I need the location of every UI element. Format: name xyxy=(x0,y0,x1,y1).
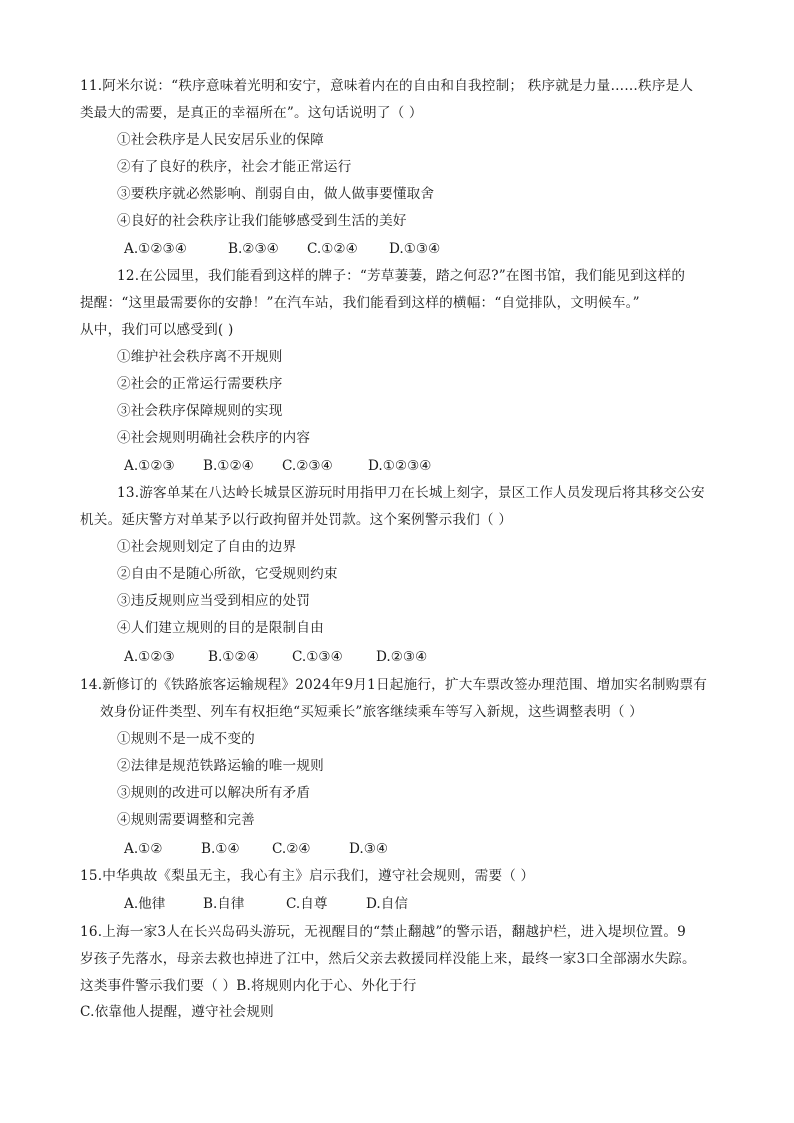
question-12-statement-3: ③社会秩序保障规则的实现 xyxy=(117,403,283,419)
question-15-option-c[interactable]: C.自尊 xyxy=(286,896,328,912)
question-13-stem-line-1: 13.游客单某在八达岭长城景区游玩时用指甲刀在长城上刻字，景区工作人员发现后将其移交公安 xyxy=(117,485,705,501)
question-11-option-a[interactable]: A.①②③④ xyxy=(124,241,187,257)
question-11-statement-4: ④良好的社会秩序让我们能够感受到生活的美好 xyxy=(117,213,407,229)
question-11-stem-line-2: 类最大的需要，是真正的幸福所在”。这句话说明了（ ） xyxy=(80,105,423,121)
question-11-option-c[interactable]: C.①②④ xyxy=(307,241,358,257)
question-14-stem-line-1: 14.新修订的《铁路旅客运输规程》2024年9月1日起施行，扩大车票改签办理范围、增加实名制购票有 xyxy=(80,677,708,693)
question-11-statement-2: ②有了良好的秩序，社会才能正常运行 xyxy=(117,159,352,175)
question-12-stem-line-3: 从中，我们可以感受到( ) xyxy=(80,322,234,338)
question-15-option-a[interactable]: A.他律 xyxy=(124,896,166,912)
question-12-option-d[interactable]: D.①②③④ xyxy=(368,458,432,474)
question-14-stem-line-2: 效身份证件类型、列车有权拒绝“买短乘长”旅客继续乘车等写入新规，这些调整表明（ ） xyxy=(100,704,643,720)
question-12-option-a[interactable]: A.①②③ xyxy=(124,458,175,474)
question-12-option-c[interactable]: C.②③④ xyxy=(282,458,333,474)
question-16-stem-line-2: 岁孩子先落水，母亲去救也掉进了江中，然后父亲去救援同样没能上来，最终一家3口全部溺水失踪。 xyxy=(80,951,696,967)
question-13-option-a[interactable]: A.①②③ xyxy=(124,649,175,665)
question-13-statement-3: ③违反规则应当受到相应的处罚 xyxy=(117,593,311,609)
question-15-stem-line-1: 15.中华典故《梨虽无主，我心有主》启示我们，遵守社会规则，需要（ ） xyxy=(80,868,535,884)
question-12-statement-4: ④社会规则明确社会秩序的内容 xyxy=(117,430,311,446)
question-11-statement-1: ①社会秩序是人民安居乐业的保障 xyxy=(117,132,324,148)
question-16-stem-line-1: 16.上海一家3人在长兴岛码头游玩，无视醒目的“禁止翻越”的警示语，翻越护栏，进入堤坝位置。9 xyxy=(80,924,686,940)
question-15-option-d[interactable]: D.自信 xyxy=(366,896,408,912)
question-16-stem-line-4: C.依靠他人提醒，遵守社会规则 xyxy=(80,1004,274,1020)
question-13-option-d[interactable]: D.②③④ xyxy=(376,649,428,665)
question-12-statement-1: ①维护社会秩序离不开规则 xyxy=(117,349,283,365)
question-14-option-d[interactable]: D.③④ xyxy=(349,841,389,857)
question-14-statement-1: ①规则不是一成不变的 xyxy=(117,731,255,747)
question-13-statement-1: ①社会规则划定了自由的边界 xyxy=(117,539,297,555)
question-13-option-b[interactable]: B.①②④ xyxy=(208,649,259,665)
question-12-stem-line-1: 12.在公园里，我们能看到这样的牌子：“芳草萋萋，踏之何忍?”在图书馆，我们能见到这样的 xyxy=(117,268,686,284)
question-12-statement-2: ②社会的正常运行需要秩序 xyxy=(117,376,283,392)
question-11-option-b[interactable]: B.②③④ xyxy=(228,241,279,257)
question-13-statement-2: ②自由不是随心所欲，它受规则约束 xyxy=(117,566,338,582)
question-14-option-a[interactable]: A.①② xyxy=(124,841,163,857)
question-14-statement-2: ②法律是规范铁路运输的唯一规则 xyxy=(117,758,324,774)
question-11-stem-line-1: 11.阿米尔说：“秩序意味着光明和安宁，意味着内在的自由和自我控制； 秩序就是力量……秩序是人 xyxy=(80,78,694,94)
question-14-option-b[interactable]: B.①④ xyxy=(201,841,240,857)
question-12-stem-line-2: 提醒：“这里最需要你的安静！”在汽车站，我们能看到这样的横幅：“自觉排队，文明候车。” xyxy=(80,295,640,311)
question-14-statement-3: ③规则的改进可以解决所有矛盾 xyxy=(117,785,311,801)
question-13-option-c[interactable]: C.①③④ xyxy=(292,649,343,665)
question-12-option-b[interactable]: B.①②④ xyxy=(203,458,254,474)
question-14-statement-4: ④规则需要调整和完善 xyxy=(117,812,255,828)
question-11-statement-3: ③要秩序就必然影响、削弱自由，做人做事要懂取舍 xyxy=(117,186,435,202)
question-13-stem-line-2: 机关。延庆警方对单某予以行政拘留并处罚款。这个案例警示我们（ ） xyxy=(80,512,513,528)
question-16-stem-line-3: 这类事件警示我们要（ ）B.将规则内化于心、外化于行 xyxy=(80,978,417,994)
question-14-option-c[interactable]: C.②④ xyxy=(272,841,311,857)
question-13-statement-4: ④人们建立规则的目的是限制自由 xyxy=(117,620,324,636)
question-15-option-b[interactable]: B.自律 xyxy=(203,896,245,912)
question-11-option-d[interactable]: D.①③④ xyxy=(389,241,441,257)
